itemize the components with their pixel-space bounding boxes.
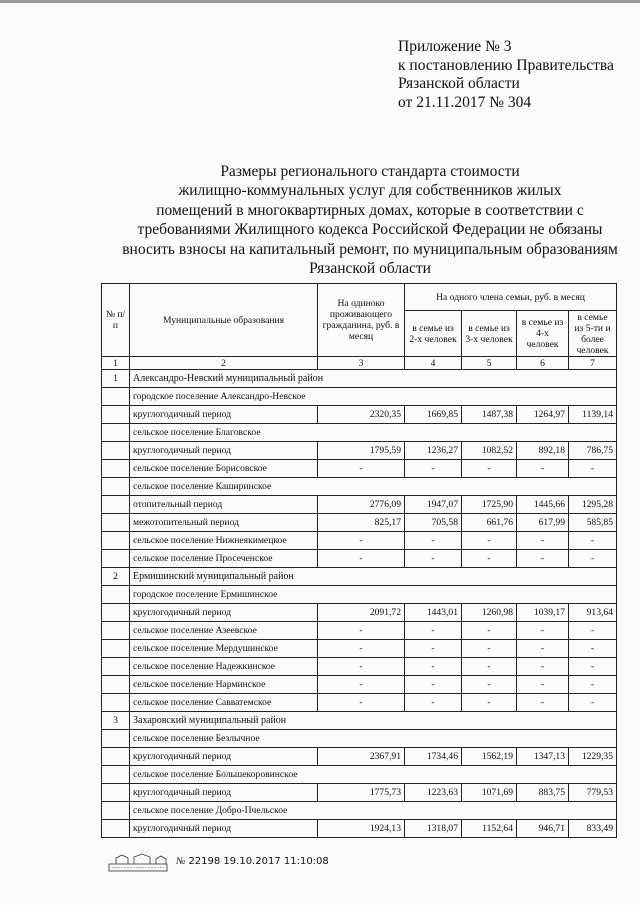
settlement-name: городское поселение Александро-Невское <box>130 388 617 406</box>
settlement-name: сельское поселение Безлычное <box>130 730 617 748</box>
value-cell: 779,53 <box>569 784 617 802</box>
row-number-empty <box>102 676 130 694</box>
value-cell: - <box>569 622 617 640</box>
value-cell: 585,85 <box>569 514 617 532</box>
row-number-empty <box>102 604 130 622</box>
table-row <box>102 460 617 478</box>
value-cell: - <box>569 676 617 694</box>
row-number-empty <box>102 622 130 640</box>
table-row <box>102 514 617 532</box>
settlement-name: сельское поселение Каширинское <box>130 478 617 496</box>
district-name: Александро-Невский муниципальный район <box>130 370 617 388</box>
settlement-name: сельское поселение Мердушинское <box>130 640 318 658</box>
table-row <box>102 388 617 406</box>
header-fam4: в семье из 4-х человек <box>517 311 569 357</box>
value-cell: - <box>569 532 617 550</box>
row-number-empty <box>102 424 130 442</box>
value-cell: 1947,07 <box>405 496 462 514</box>
value-cell: 1223,63 <box>405 784 462 802</box>
row-number-empty <box>102 820 130 838</box>
value-cell: - <box>405 532 462 550</box>
value-cell: 2091,72 <box>318 604 405 622</box>
value-cell: 1795,59 <box>318 442 405 460</box>
appendix-resolution: к постановлению Правительства <box>398 56 614 74</box>
header-single: На одиноко проживающего гражданина, руб. в месяц <box>318 284 405 357</box>
row-number-empty <box>102 586 130 604</box>
value-cell: 1039,17 <box>517 604 569 622</box>
value-cell: 1071,69 <box>462 784 517 802</box>
district-name: Ермишинский муниципальный район <box>130 568 617 586</box>
value-cell: 1318,07 <box>405 820 462 838</box>
row-number: 1 <box>102 370 130 388</box>
value-cell: 1734,46 <box>405 748 462 766</box>
table-row <box>102 532 617 550</box>
value-cell: - <box>318 640 405 658</box>
value-cell: - <box>405 622 462 640</box>
value-cell: - <box>517 640 569 658</box>
value-cell: 883,75 <box>517 784 569 802</box>
value-cell: - <box>569 640 617 658</box>
value-cell: 1082,52 <box>462 442 517 460</box>
value-cell: - <box>318 532 405 550</box>
value-cell: - <box>405 550 462 568</box>
table-row <box>102 766 617 784</box>
row-number-empty <box>102 478 130 496</box>
value-cell: 1775,73 <box>318 784 405 802</box>
row-number-empty <box>102 694 130 712</box>
table-row <box>102 676 617 694</box>
value-cell: 1347,13 <box>517 748 569 766</box>
column-number: 4 <box>405 357 462 370</box>
table-row <box>102 568 617 586</box>
header-fam2: в семье из 2-х человек <box>405 311 462 357</box>
value-cell: 1295,28 <box>569 496 617 514</box>
table-row <box>102 478 617 496</box>
appendix-header <box>398 38 614 112</box>
value-cell: 1264,97 <box>517 406 569 424</box>
value-cell: 1260,98 <box>462 604 517 622</box>
header-per-member: На одного члена семьи, руб. в месяц <box>405 284 617 311</box>
settlement-name: сельское поселение Благовское <box>130 424 617 442</box>
value-cell: - <box>462 640 517 658</box>
settlement-name: сельское поселение Большекоровинское <box>130 766 617 784</box>
table-row <box>102 784 617 802</box>
period-name: круглогодичный период <box>130 604 318 622</box>
row-number-empty <box>102 496 130 514</box>
value-cell: 825,17 <box>318 514 405 532</box>
value-cell: - <box>517 550 569 568</box>
value-cell: - <box>405 640 462 658</box>
registration-stamp-text <box>176 856 329 867</box>
row-number-empty <box>102 802 130 820</box>
value-cell: 2367,91 <box>318 748 405 766</box>
value-cell: 892,18 <box>517 442 569 460</box>
column-number: 1 <box>102 357 130 370</box>
value-cell: 946,71 <box>517 820 569 838</box>
row-number-empty <box>102 442 130 460</box>
value-cell: - <box>405 694 462 712</box>
value-cell: - <box>405 658 462 676</box>
row-number-empty <box>102 784 130 802</box>
header-fam5: в семье из 5-ти и более человек <box>569 311 617 357</box>
period-name: круглогодичный период <box>130 748 318 766</box>
row-number-empty <box>102 388 130 406</box>
value-cell: - <box>318 550 405 568</box>
settlement-name: сельское поселение Надежкинское <box>130 658 318 676</box>
header-fam3: в семье из 3-х человек <box>462 311 517 357</box>
title-line: Размеры регионального стандарта стоимости <box>220 163 520 180</box>
value-cell: - <box>462 658 517 676</box>
value-cell: 617,99 <box>517 514 569 532</box>
value-cell: 1487,38 <box>462 406 517 424</box>
title-line: жилищно-коммунальных услуг для собственников жилых <box>178 182 562 200</box>
column-number: 6 <box>517 357 569 370</box>
value-cell: - <box>569 550 617 568</box>
column-number: 5 <box>462 357 517 370</box>
period-name: межотопительный период <box>130 514 318 532</box>
row-number-empty <box>102 514 130 532</box>
value-cell: 786,75 <box>569 442 617 460</box>
appendix-number: Приложение № 3 <box>398 38 512 55</box>
settlement-name: городское поселение Ермишинское <box>130 586 617 604</box>
value-cell: - <box>569 658 617 676</box>
scan-top-edge <box>0 0 640 3</box>
row-number-empty <box>102 730 130 748</box>
table-row <box>102 406 617 424</box>
row-number-empty <box>102 460 130 478</box>
value-cell: - <box>462 532 517 550</box>
row-number-empty <box>102 748 130 766</box>
table-row <box>102 442 617 460</box>
value-cell: 661,76 <box>462 514 517 532</box>
value-cell: 1725,90 <box>462 496 517 514</box>
value-cell: - <box>462 622 517 640</box>
appendix-region: Рязанской области <box>398 75 520 92</box>
value-cell: - <box>318 676 405 694</box>
row-number: 2 <box>102 568 130 586</box>
table-row <box>102 586 617 604</box>
value-cell: - <box>517 694 569 712</box>
value-cell: 1924,13 <box>318 820 405 838</box>
value-cell: 1152,64 <box>462 820 517 838</box>
value-cell: - <box>517 460 569 478</box>
column-number: 2 <box>130 357 318 370</box>
period-name: круглогодичный период <box>130 442 318 460</box>
table-row <box>102 496 617 514</box>
table-row <box>102 802 617 820</box>
column-number-row <box>102 357 617 370</box>
registration-footer <box>108 853 408 875</box>
value-cell: - <box>462 460 517 478</box>
value-cell: 1669,85 <box>405 406 462 424</box>
settlement-name: сельское поселение Нарминское <box>130 676 318 694</box>
value-cell: 913,64 <box>569 604 617 622</box>
value-cell: - <box>517 532 569 550</box>
value-cell: - <box>517 622 569 640</box>
value-cell: 1236,27 <box>405 442 462 460</box>
value-cell: 833,49 <box>569 820 617 838</box>
value-cell: 1139,14 <box>569 406 617 424</box>
table-row <box>102 712 617 730</box>
header-municipality: Муниципальные образования <box>130 284 318 357</box>
title-line: помещений в многоквартирных домах, которые в соответствии с <box>156 201 584 219</box>
row-number-empty <box>102 658 130 676</box>
value-cell: - <box>462 676 517 694</box>
value-cell: - <box>318 622 405 640</box>
value-cell: - <box>569 694 617 712</box>
settlement-name: сельское поселение Просеченское <box>130 550 318 568</box>
settlement-name: сельское поселение Добро-Пчельское <box>130 802 617 820</box>
title-line: вносить взносы на капитальный ремонт, по муниципальным образованиям <box>122 240 618 258</box>
period-name: отопительный период <box>130 496 318 514</box>
value-cell: - <box>405 460 462 478</box>
header-row <box>102 284 617 311</box>
row-number-empty <box>102 550 130 568</box>
row-number-empty <box>102 532 130 550</box>
value-cell: 705,58 <box>405 514 462 532</box>
title-line: Рязанской области <box>309 260 431 278</box>
row-number: 3 <box>102 712 130 730</box>
row-number-empty <box>102 640 130 658</box>
column-number: 3 <box>318 357 405 370</box>
row-number-empty <box>102 766 130 784</box>
header-num: № п/п <box>102 284 130 357</box>
period-name: круглогодичный период <box>130 406 318 424</box>
value-cell: - <box>462 694 517 712</box>
value-cell: 1445,66 <box>517 496 569 514</box>
column-number: 7 <box>569 357 617 370</box>
value-cell: - <box>318 658 405 676</box>
value-cell: 1443,01 <box>405 604 462 622</box>
district-name: Захаровский муниципальный район <box>130 712 617 730</box>
table-row <box>102 658 617 676</box>
settlement-name: сельское поселение Савватемское <box>130 694 318 712</box>
period-name: круглогодичный период <box>130 784 318 802</box>
settlement-name: сельское поселение Нижнеякимецкое <box>130 532 318 550</box>
value-cell: - <box>462 550 517 568</box>
value-cell: - <box>517 658 569 676</box>
value-cell: 1229,35 <box>569 748 617 766</box>
table-row <box>102 424 617 442</box>
value-cell: 2776,09 <box>318 496 405 514</box>
number-sign: № <box>176 856 186 867</box>
settlement-name: сельское поселение Борисовское <box>130 460 318 478</box>
standards-table <box>101 283 617 838</box>
table-row <box>102 370 617 388</box>
value-cell: 1562,19 <box>462 748 517 766</box>
row-number-empty <box>102 406 130 424</box>
period-name: круглогодичный период <box>130 820 318 838</box>
table-row <box>102 640 617 658</box>
table-row <box>102 604 617 622</box>
title-line: требованиями Жилищного кодекса Российской Федерации не обязаны <box>137 221 603 239</box>
table-row <box>102 622 617 640</box>
table-row <box>102 550 617 568</box>
appendix-date: от 21.11.2017 № 304 <box>398 93 532 111</box>
settlement-name: сельское поселение Азеевское <box>130 622 318 640</box>
table-row <box>102 820 617 838</box>
value-cell: - <box>318 460 405 478</box>
value-cell: - <box>405 676 462 694</box>
registration-number-date: 22198 19.10.2017 11:10:08 <box>188 856 329 867</box>
value-cell: - <box>569 460 617 478</box>
table-row <box>102 694 617 712</box>
value-cell: 2320,35 <box>318 406 405 424</box>
value-cell: - <box>517 676 569 694</box>
registry-stamp-icon <box>108 853 168 873</box>
table-row <box>102 748 617 766</box>
document-title <box>100 162 640 278</box>
table-row <box>102 730 617 748</box>
value-cell: - <box>318 694 405 712</box>
